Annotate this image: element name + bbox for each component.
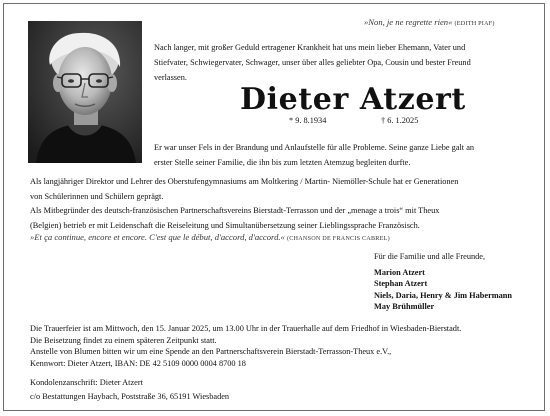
- career-line: Als langjähriger Direktor und Lehrer des Oberstufengymnasiums am Moltkering / Martin- Niemöller-Schule hat er Generationen: [30, 177, 459, 186]
- birth-date: * 9. 8.1934: [289, 116, 327, 125]
- funeral-line: Anstelle von Blumen bitten wir um eine Spende an den Partnerschaftsverein Bierstadt-Terrasson-Theux e.V.,: [30, 347, 392, 357]
- quote-top-text: »Non, je ne regrette rien«: [364, 17, 453, 27]
- founder-line: Als Mitbegründer des deutsch-französischen Partnerschaftsvereins Bierstadt-Terrasson und der „menage a trois“ mit Theux: [30, 206, 440, 215]
- tribute-paragraph: [154, 140, 474, 170]
- condolence-address: [30, 376, 229, 404]
- address-line: c/o Bestattungen Haybach, Poststraße 36, 65191 Wiesbaden: [30, 392, 230, 401]
- founder-paragraph: [30, 203, 439, 233]
- quote-middle: [30, 232, 390, 242]
- quote-middle-source: (CHANSON DE FRANCIS CABREL): [286, 235, 390, 242]
- founder-line: (Belgien) betrieb er mit Leidenschaft die Reiseleitung und Simultanübersetzung seiner Lieblingssprache Französisch.: [30, 221, 420, 230]
- intro-paragraph: [154, 40, 471, 85]
- obituary-notice: [3, 3, 545, 411]
- family-name: Stephan Atzert: [374, 279, 428, 289]
- death-date: † 6. 1.2025: [381, 116, 419, 125]
- funeral-line: Die Beisetzung findet zu einem späteren Zeitpunkt statt.: [30, 335, 217, 345]
- funeral-paragraph: [30, 323, 461, 369]
- family-intro: Für die Familie und alle Freunde,: [374, 252, 486, 261]
- family-name: Marion Atzert: [374, 268, 425, 277]
- family-names: [374, 267, 512, 313]
- deceased-name: Dieter Atzert: [240, 82, 466, 117]
- intro-line: Nach langer, mit großer Geduld ertragener Krankheit hat uns mein lieber Ehemann, Vater und: [154, 43, 466, 52]
- portrait-photo-icon: [28, 21, 142, 163]
- quote-middle-text: »Et ça continue, encore et encore. C'est que le début, d'accord, d'accord.«: [30, 232, 285, 242]
- portrait-photo: [28, 21, 142, 163]
- career-paragraph: [30, 174, 458, 204]
- tribute-line: erster Stelle seiner Familie, die ihn bis zum letzten Atemzug begleiten durfte.: [154, 158, 411, 167]
- intro-line: Stiefvater, Schwiegervater, Schwager, unser über alles geliebter Opa, Cousin und bester Freund: [154, 58, 471, 67]
- career-line: von Schülerinnen und Schülern geprägt.: [30, 192, 164, 201]
- intro-line: verlassen.: [154, 73, 187, 82]
- funeral-line: Die Trauerfeier ist am Mittwoch, den 15. Januar 2025, um 13.00 Uhr in der Trauerhalle auf dem Friedhof in Wiesbaden-Bierstadt.: [30, 324, 462, 333]
- family-name: Niels, Daria, Henry & Jim Habermann: [374, 290, 513, 300]
- address-line: Kondolenzanschrift: Dieter Atzert: [30, 378, 143, 387]
- funeral-line: Kennwort: Dieter Atzert, IBAN: DE 42 5109 0000 0004 8700 18: [30, 358, 246, 368]
- quote-top: [364, 17, 495, 27]
- family-name: May Brühmüller: [374, 302, 435, 312]
- quote-top-source: (EDITH PIAF): [454, 20, 495, 27]
- tribute-line: Er war unser Fels in der Brandung und Anlaufstelle für alle Probleme. Seine ganze Liebe galt an: [154, 143, 475, 152]
